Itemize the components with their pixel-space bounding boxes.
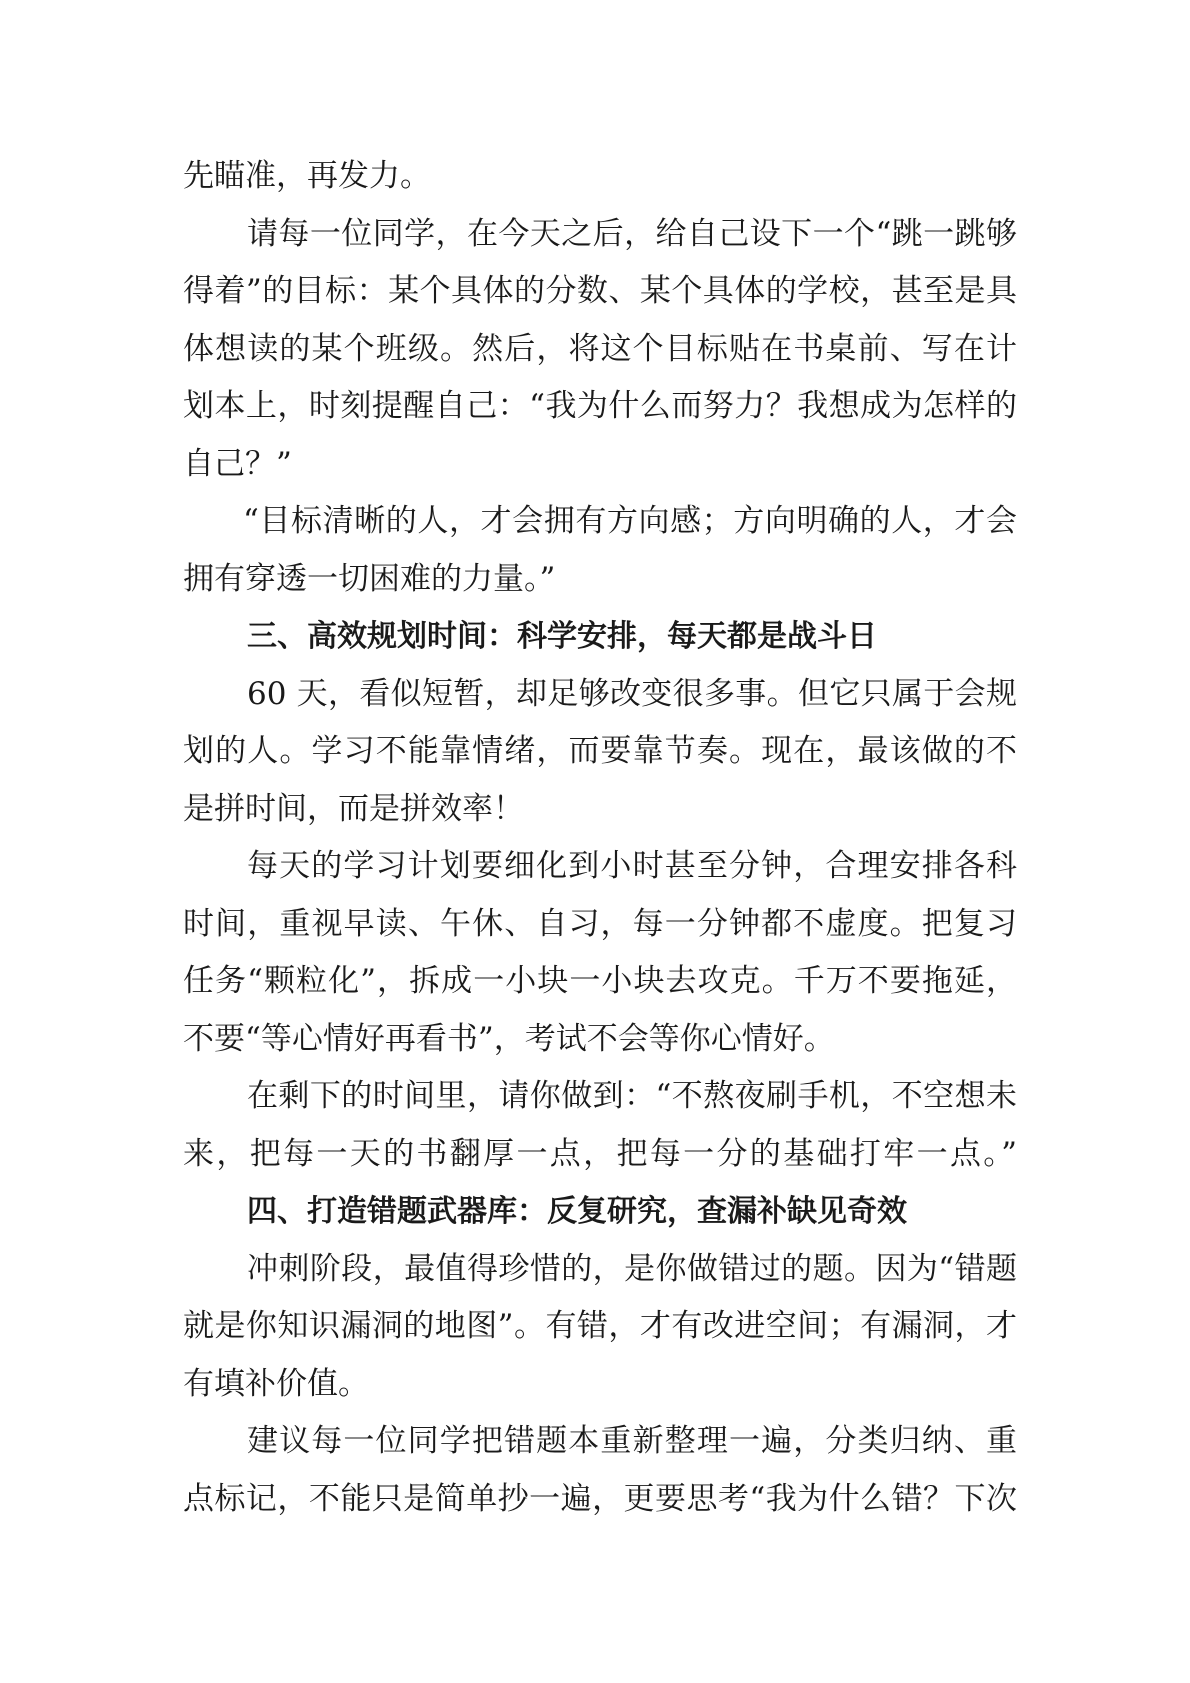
section-heading: 三、高效规划时间：科学安排，每天都是战斗日 bbox=[247, 619, 877, 654]
paragraph-line: 自己？” bbox=[183, 445, 292, 482]
paragraph-line: 建议每一位同学把错题本重新整理一遍，分类归纳、重 bbox=[247, 1423, 1017, 1459]
paragraph-line: 来，把每一天的书翻厚一点，把每一分的基础打牢一点。” bbox=[183, 1135, 1017, 1172]
paragraph-line: 划的人。学习不能靠情绪，而要靠节奏。现在，最该做的不 bbox=[183, 733, 1017, 769]
paragraph-line: 是拼时间，而是拼效率！ bbox=[183, 790, 524, 827]
paragraph-line: 不要“等心情好再看书”，考试不会等你心情好。 bbox=[183, 1020, 835, 1057]
paragraph-line: 有填补价值。 bbox=[183, 1365, 369, 1402]
paragraph-line: 体想读的某个班级。然后，将这个目标贴在书桌前、写在计 bbox=[183, 330, 1017, 367]
paragraph-line: 每天的学习计划要细化到小时甚至分钟，合理安排各科 bbox=[247, 848, 1017, 884]
paragraph-line: 点标记，不能只是简单抄一遍，更要思考“我为什么错？下次 bbox=[183, 1480, 1017, 1517]
paragraph-line: 任务“颗粒化”，拆成一小块一小块去攻克。千万不要拖延， bbox=[183, 963, 1017, 999]
quote-line: 拥有穿透一切困难的力量。” bbox=[183, 560, 556, 597]
paragraph-line: 划本上，时刻提醒自己：“我为什么而努力？我想成为怎样的 bbox=[183, 388, 1017, 424]
paragraph-line: 60 天，看似短暂，却足够改变很多事。但它只属于会规 bbox=[247, 675, 1017, 712]
paragraph-line: 先瞄准，再发力。 bbox=[183, 158, 431, 194]
paragraph-line: 在剩下的时间里，请你做到：“不熬夜刷手机，不空想未 bbox=[247, 1078, 1017, 1114]
paragraph-line: 请每一位同学，在今天之后，给自己设下一个“跳一跳够 bbox=[247, 215, 1017, 252]
paragraph-line: 得着”的目标：某个具体的分数、某个具体的学校，甚至是具 bbox=[183, 273, 1017, 309]
quote-line: “目标清晰的人，才会拥有方向感；方向明确的人，才会 bbox=[243, 503, 1017, 539]
section-heading: 四、打造错题武器库：反复研究，查漏补缺见奇效 bbox=[247, 1194, 907, 1229]
paragraph-line: 时间，重视早读、午休、自习，每一分钟都不虚度。把复习 bbox=[183, 905, 1017, 942]
body-text bbox=[183, 148, 1017, 1528]
paragraph-line: 冲刺阶段，最值得珍惜的，是你做错过的题。因为“错题 bbox=[247, 1250, 1017, 1287]
paragraph-line: 就是你知识漏洞的地图”。有错，才有改进空间；有漏洞，才 bbox=[183, 1308, 1017, 1344]
